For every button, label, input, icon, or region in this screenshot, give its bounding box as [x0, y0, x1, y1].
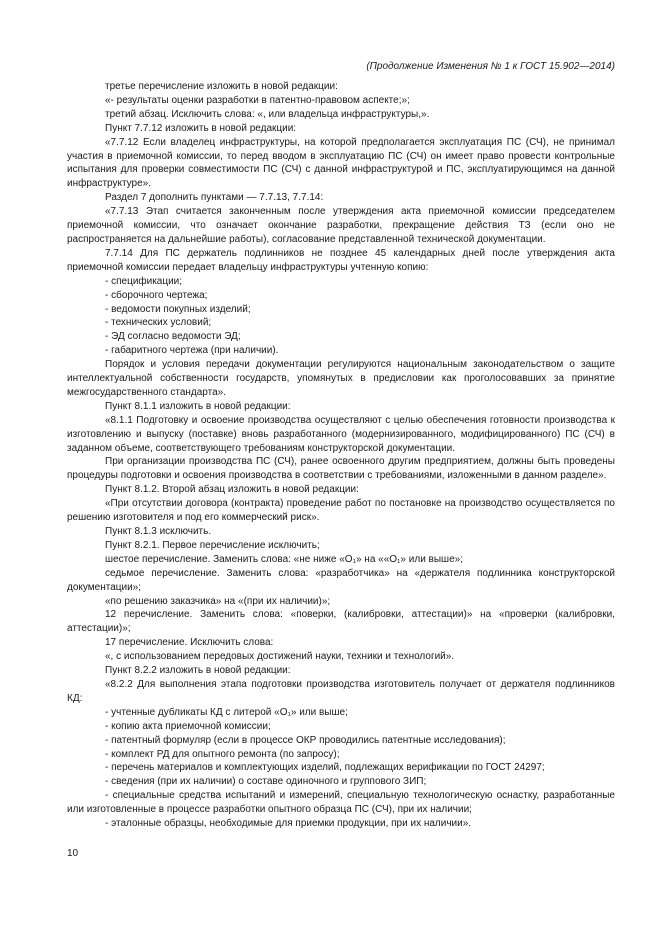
- paragraph: третий абзац. Исключить слова: «, или владельца инфраструктуры,».: [105, 108, 430, 120]
- list-item: - сведения (при их наличии) о составе одиночного и группового ЗИП;: [105, 776, 427, 788]
- paragraph: Пункт 8.1.3 исключить.: [105, 526, 212, 537]
- list-item: - технических условий;: [105, 317, 212, 329]
- paragraph: «8.1.1 Подготовку и освоение производства осуществляют с целью обеспечения готовности производства к изготовлению и выпуску (поставке) вновь разработанного (модернизированного, модифицированного) ПС (СЧ) в заданном объеме, соответствующего требованиям конструкторской документации.: [67, 414, 615, 454]
- list-item: - сборочного чертежа;: [105, 289, 208, 301]
- paragraph: «, с использованием передовых достижений науки, техники и технологий».: [105, 651, 455, 663]
- list-item: - спецификации;: [105, 275, 183, 287]
- paragraph: седьмое перечисление. Заменить слова: «разработчика» на «держателя подлинника конструкторской документации»;: [67, 567, 615, 593]
- list-item: - специальные средства испытаний и измерений, специальную технологическую оснастку, разработанные или изготовленные в процессе разработки опытного образца ПС (СЧ), при их наличии;: [67, 790, 615, 816]
- list-item: - патентный формуляр (если в процессе ОКР проводились патентные исследования);: [105, 734, 506, 746]
- list-item: - копию акта приемочной комиссии;: [105, 720, 271, 732]
- paragraph: шестое перечисление. Заменить слова: «не ниже «О₁» на ««О₁» или выше»;: [105, 553, 463, 565]
- page-number: 10: [67, 848, 79, 859]
- list-item: - ЭД согласно ведомости ЭД;: [105, 331, 241, 343]
- list-item: - перечень материалов и комплектующих изделий, подлежащих верификации по ГОСТ 24297;: [105, 762, 545, 774]
- paragraph: «- результаты оценки разработки в патентно-правовом аспекте;»;: [105, 94, 410, 106]
- paragraph: «7.7.12 Если владелец инфраструктуры, на которой предполагается эксплуатация ПС (СЧ), не принимал участия в приемочной комиссии, то перед вводом в эксплуатацию ПС (СЧ) он имеет право провести контрольные испытания для проверки совместимости ПС (СЧ) с данной инфраструктурой и ПС, эксплуатирующимся на данной инфраструктуре».: [67, 136, 615, 190]
- paragraph: 17 перечисление. Исключить слова:: [105, 637, 274, 649]
- list-item: - комплект РД для опытного ремонта (по запросу);: [105, 748, 340, 760]
- paragraph: Пункт 8.2.2 изложить в новой редакции:: [105, 665, 291, 677]
- list-item: - эталонные образцы, необходимые для приемки продукции, при их наличии».: [105, 818, 472, 830]
- page-header: (Продолжение Изменения № 1 к ГОСТ 15.902—2014): [366, 61, 615, 72]
- document-body: [67, 80, 615, 831]
- paragraph: Порядок и условия передачи документации регулируются национальным законодательством о защите интеллектуальной собственности государств, упомянутых в предисловии как проголосовавших за принятие межгосударственного стандарта».: [67, 359, 615, 398]
- paragraph: «При отсутствии договора (контракта) проведение работ по постановке на производство осуществляется по решению изготовителя и под его коммерческий риск».: [67, 498, 615, 524]
- paragraph: «7.7.13 Этап считается законченным после утверждения акта приемочной комиссии председателем приемочной комиссии, что означает окончание разработки, прекращение действия ТЗ (если оно не распространяется на дальнейшие работы), согласование представленной технической документации.: [67, 206, 615, 245]
- list-item: - учтенные дубликаты КД с литерой «О₁» или выше;: [105, 706, 348, 718]
- paragraph: Пункт 8.1.2. Второй абзац изложить в новой редакции:: [105, 484, 359, 496]
- list-item: - габаритного чертежа (при наличии).: [105, 345, 279, 357]
- paragraph: «8.2.2 Для выполнения этапа подготовки производства изготовитель получает от держателя подлинников КД:: [67, 678, 615, 704]
- paragraph: Пункт 8.1.1 изложить в новой редакции:: [105, 400, 291, 412]
- paragraph: «по решению заказчика» на «(при их наличии)»;: [105, 595, 331, 607]
- paragraph: 7.7.14 Для ПС держатель подлинников не позднее 45 календарных дней после утверждения акта приемочной комиссии передает владельцу инфраструктуры учтенную копию:: [67, 247, 615, 273]
- paragraph: третье перечисление изложить в новой редакции:: [105, 81, 338, 92]
- paragraph: Пункт 8.2.1. Первое перечисление исключить;: [105, 539, 320, 551]
- paragraph: 12 перечисление. Заменить слова: «поверки, (калибровки, аттестации)» на «проверки (калибровки, аттестации)»;: [67, 609, 615, 635]
- paragraph: Пункт 7.7.12 изложить в новой редакции:: [105, 122, 297, 134]
- paragraph: При организации производства ПС (СЧ), ранее освоенного другим предприятием, должны быть проведены процедуры подготовки и освоения производства в соответствии с требованиями, изложенными в данном разделе».: [67, 456, 615, 482]
- paragraph: Раздел 7 дополнить пунктами — 7.7.13, 7.7.14:: [105, 192, 324, 204]
- list-item: - ведомости покупных изделий;: [105, 303, 251, 315]
